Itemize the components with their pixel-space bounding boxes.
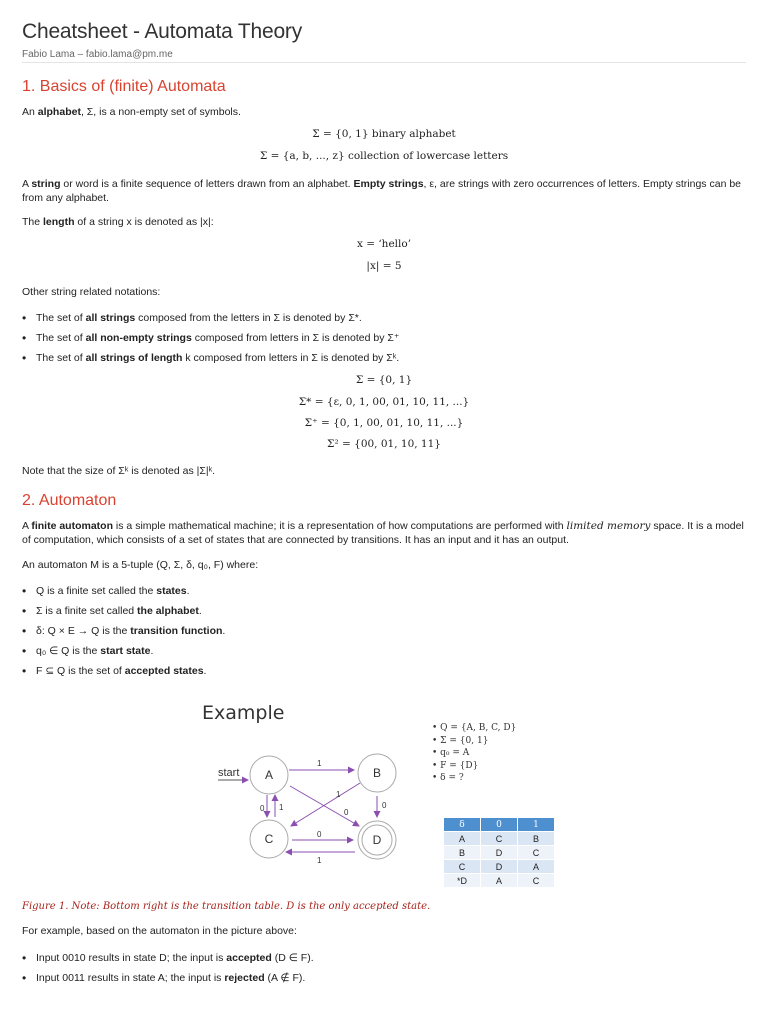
list-item: • The set of all strings of length k composed from letters in Σ is denoted by Σᵏ. xyxy=(22,351,399,371)
list-item: • Q is a finite set called the states. xyxy=(22,584,225,604)
list-item: • Q = {A, B, C, D} xyxy=(432,722,516,735)
list-item: • The set of all strings composed from the letters in Σ is denoted by Σ*. xyxy=(22,311,399,331)
tuple-definition: An automaton M is a 5-tuple (Q, Σ, δ, q₀, F) where: xyxy=(22,559,259,571)
equation-binary-alphabet: Σ = {0, 1} binary alphabet xyxy=(312,128,456,140)
table-cell: *D xyxy=(444,874,481,888)
table-cell: C xyxy=(444,860,481,874)
examples-intro: For example, based on the automaton in the picture above: xyxy=(22,925,297,937)
table-cell: A xyxy=(481,874,518,888)
list-item: • q₀ ∈ Q is the start state. xyxy=(22,644,225,664)
equation-sigma-plus: Σ⁺ = {0, 1, 00, 01, 10, 11, ...} xyxy=(304,417,464,429)
edge-label: 0 xyxy=(344,808,349,817)
list-item: • F = {D} xyxy=(432,760,516,773)
list-item: • Σ = {0, 1} xyxy=(432,735,516,748)
start-label: start xyxy=(218,767,240,779)
table-cell: A xyxy=(518,860,555,874)
list-item: • q₀ = A xyxy=(432,747,516,760)
list-item: • The set of all non-empty strings composed from letters in Σ is denoted by Σ⁺ xyxy=(22,331,399,351)
table-cell: D xyxy=(481,860,518,874)
equation-sigma: Σ = {0, 1} xyxy=(355,374,413,386)
table-header-cell: 1 xyxy=(518,818,555,832)
list-item: • δ: Q × E → Q is the transition function. xyxy=(22,624,225,644)
list-item: • Input 0011 results in state A; the input is rejected (A ∉ F). xyxy=(22,971,314,991)
list-item: • δ = ? xyxy=(432,772,516,785)
state-label: D xyxy=(372,833,382,847)
edge-label: 1 xyxy=(336,790,341,799)
table-cell: C xyxy=(518,874,555,888)
edge-b-c xyxy=(291,783,360,826)
edge-label: 1 xyxy=(317,856,322,865)
list-item: • Input 0010 results in state D; the input is accepted (D ∈ F). xyxy=(22,951,314,971)
examples-list xyxy=(22,951,314,991)
other-notations-label: Other string related notations: xyxy=(22,286,161,298)
state-label: B xyxy=(372,766,382,780)
edge-label: 0 xyxy=(260,804,265,813)
header-divider xyxy=(22,62,746,63)
table-row xyxy=(444,860,555,874)
edge-label: 0 xyxy=(382,801,387,810)
equation-sigma-star: Σ* = {ε, 0, 1, 00, 01, 10, 11, ...} xyxy=(298,396,470,408)
equation-length: |x| = 5 xyxy=(366,260,402,272)
table-row xyxy=(444,874,555,888)
equation-lowercase-alphabet: Σ = {a, b, ..., z} collection of lowercase letters xyxy=(259,150,509,162)
automaton-definition: A finite automaton is a simple mathematical machine; it is a representation of how computations are performed with limited memory space. It is a model of computation, which consists of a set of states that are connected by transitions. It has an input and it has an output. xyxy=(22,520,744,546)
edge-label: 0 xyxy=(317,830,322,839)
list-item: • F ⊆ Q is the set of accepted states. xyxy=(22,664,225,684)
figure-caption: Figure 1. Note: Bottom right is the transition table. D is the only accepted state. xyxy=(22,901,431,912)
example-definitions xyxy=(432,722,516,785)
table-cell: B xyxy=(444,846,481,860)
alphabet-definition: An alphabet, Σ, is a non-empty set of symbols. xyxy=(22,106,241,118)
table-cell: C xyxy=(518,846,555,860)
equation-sigma-squared: Σ² = {00, 01, 10, 11} xyxy=(327,438,441,450)
state-label: C xyxy=(264,832,274,846)
list-item: • Σ is a finite set called the alphabet. xyxy=(22,604,225,624)
equation-hello: x = ‘hello’ xyxy=(356,238,412,250)
table-cell: A xyxy=(444,832,481,846)
length-definition: The length of a string x is denoted as |x|: xyxy=(22,216,214,228)
table-row xyxy=(444,832,555,846)
table-header-cell: 0 xyxy=(481,818,518,832)
table-header-cell: δ xyxy=(444,818,481,832)
table-header-row xyxy=(444,818,555,832)
author-line: Fabio Lama – fabio.lama@pm.me xyxy=(22,49,173,60)
tuple-components-list xyxy=(22,584,225,684)
page-title: Cheatsheet - Automata Theory xyxy=(22,20,303,43)
transition-table xyxy=(443,817,555,888)
table-row xyxy=(444,846,555,860)
string-notation-list xyxy=(22,311,399,371)
edge-label: 1 xyxy=(317,759,322,768)
table-cell: D xyxy=(481,846,518,860)
figure-title: Example xyxy=(202,702,285,724)
string-definition: A string or word is a finite sequence of letters drawn from an alphabet. Empty strings, ε, are strings with zero occurrences of letters. Empty strings can be from any alphabet. xyxy=(22,178,742,204)
state-label: A xyxy=(264,768,274,782)
section-2-heading: 2. Automaton xyxy=(22,492,117,509)
table-cell: B xyxy=(518,832,555,846)
edge-label: 1 xyxy=(279,803,284,812)
section-1-heading: 1. Basics of (finite) Automata xyxy=(22,78,226,95)
size-note: Note that the size of Σᵏ is denoted as |Σ|ᵏ. xyxy=(22,465,216,477)
table-cell: C xyxy=(481,832,518,846)
